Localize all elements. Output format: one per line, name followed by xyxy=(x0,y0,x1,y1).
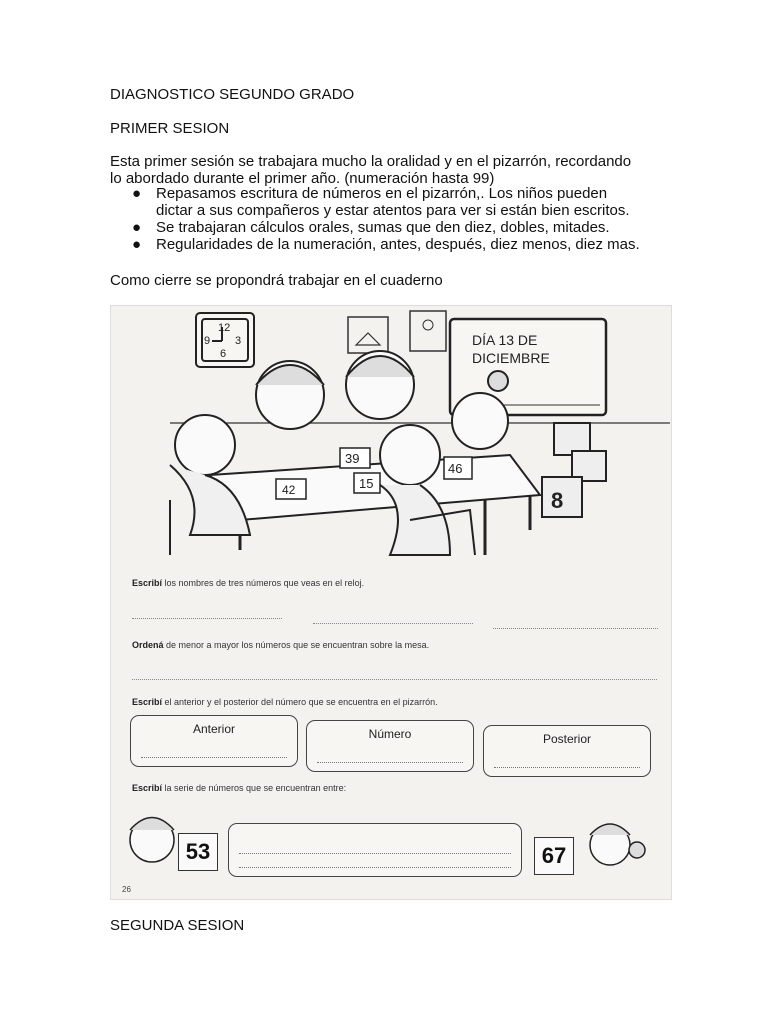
bullet-icon: ● xyxy=(132,219,142,236)
clock-number: 9 xyxy=(204,335,211,347)
numero-box[interactable] xyxy=(306,720,474,772)
instruction-3-text: el anterior y el posterior del número que se encuentra en el pizarrón. xyxy=(162,697,438,707)
bullet-item xyxy=(110,185,710,219)
bullet-item xyxy=(110,219,710,236)
table-number: 46 xyxy=(448,461,463,476)
instruction-4 xyxy=(132,783,346,793)
bullet-list xyxy=(110,185,710,253)
instruction-4-verb: Escribí xyxy=(132,783,163,793)
posterior-box[interactable] xyxy=(483,725,651,777)
answer-line xyxy=(494,767,640,768)
bullet-text: Repasamos escritura de números en el pizarrón,. Los niños pueden xyxy=(156,185,608,202)
closing-line: Como cierre se propondrá trabajar en el cuaderno xyxy=(110,272,443,289)
bullet-text: Regularidades de la numeración, antes, después, diez menos, diez mas. xyxy=(156,236,640,253)
document-title: DIAGNOSTICO SEGUNDO GRADO xyxy=(110,86,355,103)
page-number: 26 xyxy=(122,885,131,894)
clock-number: 12 xyxy=(218,322,231,334)
table-number: 39 xyxy=(345,451,360,466)
instruction-1 xyxy=(132,578,364,588)
instruction-2 xyxy=(132,640,429,650)
bullet-text-cont: dictar a sus compañeros y estar atentos para ver si están bien escritos. xyxy=(156,202,630,219)
board-text-line2: DICIEMBRE xyxy=(472,350,550,366)
posterior-label: Posterior xyxy=(542,732,592,746)
intro-line-1: Esta primer sesión se trabajara mucho la oralidad y en el pizarrón, recordando xyxy=(110,153,632,170)
instruction-1-text: los nombres de tres números que veas en el reloj. xyxy=(162,578,365,588)
table-number: 15 xyxy=(359,476,374,491)
answer-line[interactable] xyxy=(313,623,473,624)
bullet-item xyxy=(110,236,710,253)
series-box[interactable] xyxy=(228,823,522,877)
anterior-box[interactable] xyxy=(130,715,298,767)
session2-heading: SEGUNDA SESION xyxy=(110,917,245,934)
clock-number: 6 xyxy=(220,348,227,360)
bullet-icon: ● xyxy=(132,236,142,253)
anterior-label: Anterior xyxy=(192,722,236,736)
clock-number: 3 xyxy=(235,335,242,347)
board-text-line1: DÍA 13 DE xyxy=(472,332,538,348)
intro-line-2: lo abordado durante el primer año. (numeración hasta 99) xyxy=(110,170,495,187)
person-picture-icon xyxy=(410,311,446,351)
instruction-1-verb: Escribí xyxy=(132,578,163,588)
classroom-illustration xyxy=(110,305,672,900)
instruction-4-text: la serie de números que se encuentran entre: xyxy=(162,783,347,793)
house-picture-icon xyxy=(348,317,388,353)
instruction-2-verb: Ordená xyxy=(132,640,164,650)
instruction-2-text: de menor a mayor los números que se encuentran sobre la mesa. xyxy=(163,640,430,650)
answer-line[interactable] xyxy=(493,628,658,629)
answer-line xyxy=(239,867,511,868)
table-number: 42 xyxy=(282,483,296,497)
answer-line[interactable] xyxy=(132,679,657,680)
answer-line xyxy=(239,853,511,854)
cube-number: 8 xyxy=(551,488,564,513)
right-number-card: 67 xyxy=(534,837,574,875)
numero-label: Número xyxy=(368,727,412,741)
instruction-3 xyxy=(132,697,438,707)
answer-line[interactable] xyxy=(132,618,282,619)
session1-heading: PRIMER SESION xyxy=(110,120,230,137)
instruction-3-verb: Escribí xyxy=(132,697,163,707)
answer-line xyxy=(317,762,463,763)
worksheet-scan xyxy=(110,305,672,900)
bullet-icon: ● xyxy=(132,185,142,202)
left-number-card: 53 xyxy=(178,833,218,871)
answer-line xyxy=(141,757,287,758)
bullet-text: Se trabajaran cálculos orales, sumas que den diez, dobles, mitades. xyxy=(156,219,610,236)
